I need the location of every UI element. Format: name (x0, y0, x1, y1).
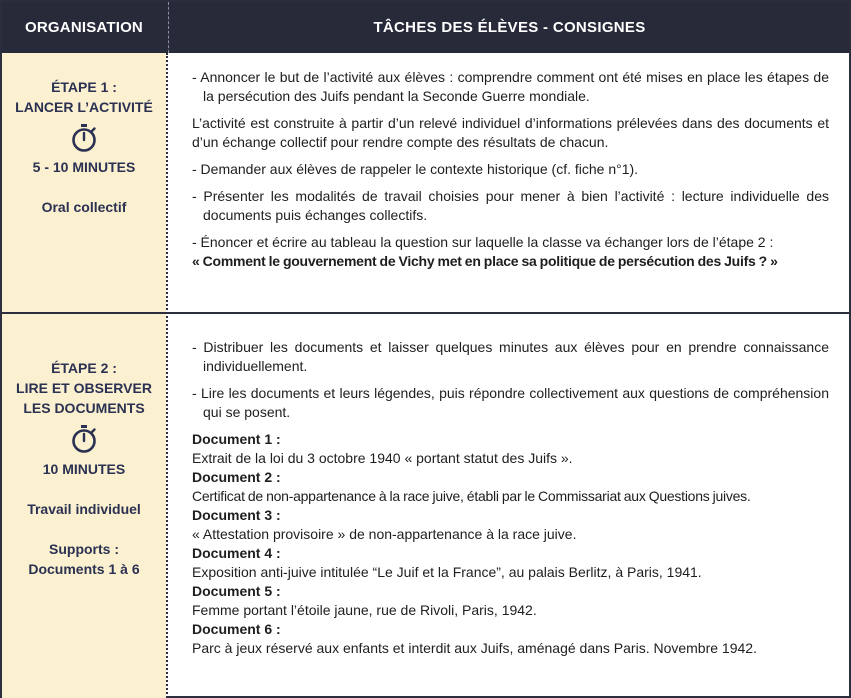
document-description: Certificat de non-appartenance à la race juive, établi par le Commissariat aux Questions juives. (192, 488, 751, 504)
step2-title-line1: ÉTAPE 2 : (51, 360, 117, 376)
step1-question: « Comment le gouvernement de Vichy met en place sa politique de persécution des Juifs ? » (192, 253, 778, 269)
table-header (2, 2, 849, 53)
step2-organisation-cell (2, 314, 166, 698)
document-label: Document 1 : (192, 431, 281, 447)
step1-duration: 5 - 10 MINUTES (32, 159, 136, 175)
document-label: Document 5 : (192, 583, 281, 599)
step1-organisation-cell (2, 53, 166, 312)
document-description: Extrait de la loi du 3 octobre 1940 « portant statut des Juifs ». (192, 450, 573, 466)
step2-supports-line2: Documents 1 à 6 (28, 561, 140, 577)
step1-paragraph: - Annoncer le but de l’activité aux élèves : comprendre comment ont été mises en place les étapes de la persécution des Juifs pendant la Seconde Guerre mondiale. (192, 69, 829, 104)
step2-title-line2: LIRE ET OBSERVER (16, 380, 152, 396)
stopwatch-icon (2, 123, 166, 156)
header-taches: TÂCHES DES ÉLÈVES - CONSIGNES (168, 2, 850, 53)
step1-mode: Oral collectif (41, 199, 127, 215)
column-divider (166, 53, 168, 698)
document-description: Parc à jeux réservé aux enfants et interdit aux Juifs, aménagé dans Paris. Novembre 1942. (192, 640, 757, 656)
document-label: Document 3 : (192, 507, 281, 523)
step1-paragraph: - Énoncer et écrire au tableau la question sur laquelle la classe va échanger lors de l’étape 2 : (192, 234, 774, 250)
document-description: « Attestation provisoire » de non-appartenance à la race juive. (192, 526, 577, 542)
step1-paragraph: L’activité est construite à partir d’un relevé individuel d’informations prélevées dans des documents et d’un échange collectif pour rendre compte des résultats de chacun. (192, 115, 829, 150)
step1-tasks-cell (192, 68, 829, 279)
documents-list (192, 430, 829, 658)
document-description: Femme portant l’étoile jaune, rue de Rivoli, Paris, 1942. (192, 602, 537, 618)
document-label: Document 2 : (192, 469, 281, 485)
header-organisation: ORGANISATION (25, 19, 143, 36)
step1-title-line2: LANCER L’ACTIVITÉ (15, 99, 153, 115)
step1-paragraph: - Présenter les modalités de travail choisies pour mener à bien l’activité : lecture individuelle des documents puis échanges collectifs. (192, 188, 829, 223)
step2-title-line3: LES DOCUMENTS (23, 400, 145, 416)
step2-title (2, 358, 166, 418)
document-label: Document 6 : (192, 621, 281, 637)
step2-tasks-cell (192, 338, 829, 658)
document-label: Document 4 : (192, 545, 281, 561)
document-description: Exposition anti-juive intitulée “Le Juif et la France”, au palais Berlitz, à Paris, 1941. (192, 564, 702, 580)
step2-duration: 10 MINUTES (42, 461, 126, 477)
step1-paragraph: - Demander aux élèves de rappeler le contexte historique (cf. fiche n°1). (192, 161, 639, 177)
step2-paragraph: - Distribuer les documents et laisser quelques minutes aux élèves pour en prendre connaissance individuellement. (192, 339, 829, 374)
step2-paragraph: - Lire les documents et leurs légendes, puis répondre collectivement aux questions de compréhension qui se posent. (192, 385, 829, 420)
stopwatch-icon (2, 424, 166, 457)
step1-title-line1: ÉTAPE 1 : (51, 79, 117, 95)
step2-mode: Travail individuel (27, 501, 141, 517)
row-divider (2, 312, 849, 314)
step2-supports-line1: Supports : (49, 541, 119, 557)
step2-supports (2, 539, 166, 579)
step1-title (2, 77, 166, 117)
